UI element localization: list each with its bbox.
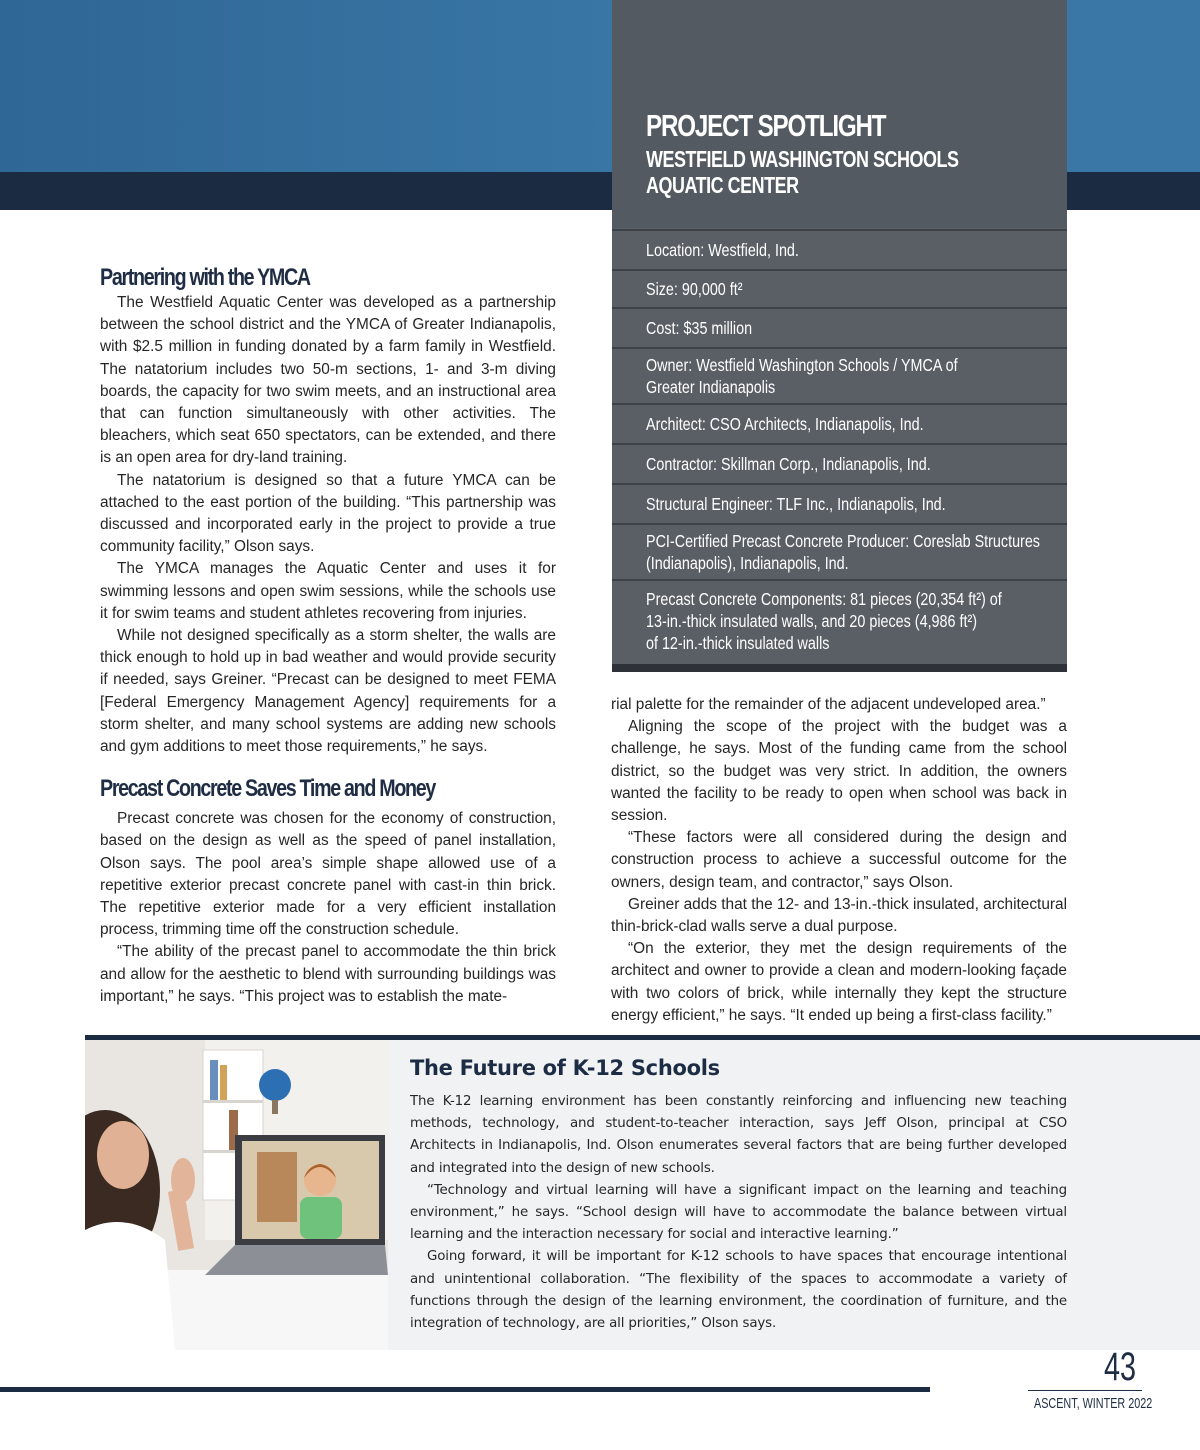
spotlight-fact-row [612,307,1067,347]
spotlight-fact-row [612,443,1067,483]
spotlight-fact-text [646,278,764,300]
sidebar-text [410,1091,1067,1335]
spotlight-fact-text [646,530,1126,574]
spotlight-fact-text [646,493,1011,515]
teacher-video-call-photo [85,1040,388,1350]
spotlight-fact-row [612,579,1067,661]
spotlight-fact-row [612,523,1067,579]
page-number: 43 [1104,1345,1137,1389]
spotlight-fact-row [612,347,1067,403]
spotlight-fact-line: Precast Concrete Components: 81 pieces (20,354 ft²) of [646,589,1002,609]
paragraph: “On the exterior, they met the design requirements of the architect and owner to provide a clean and modern-looking façade with two colors of brick, while internally they kept the structure energy efficient,” he says. “It ended up being a first-class facility.” [611,940,1067,1024]
spotlight-fact-text [646,239,832,261]
spotlight-fact-line: (Indianapolis), Indianapolis, Ind. [646,553,849,573]
section-heading: Partnering with the YMCA [100,264,310,291]
spotlight-fact-line: Owner: Westfield Washington Schools / YMCA of [646,355,958,375]
spotlight-fact-row [612,403,1067,443]
spotlight-fact-text [646,588,1080,654]
spotlight-facts-list [612,229,1067,661]
spotlight-fact-line: PCI-Certified Precast Concrete Producer: Coreslab Structures [646,531,1040,551]
paragraph: “The ability of the precast panel to accommodate the thin brick and allow for the aesthetic to blend with surrounding buildings was important,” he says. “This project was to establish the mate- [100,943,556,1005]
publication-info: ASCENT, WINTER 2022 [1034,1395,1153,1412]
article-column-right [611,694,1067,1027]
spotlight-fact-line: Greater Indianapolis [646,377,776,397]
spotlight-header [612,0,1067,228]
paragraph: The Westfield Aquatic Center was developed as a partnership between the school district and the YMCA of Greater Indianapolis, with $2.5 million in funding donated by a farm family in Westfield. The natatorium includes two 50-m sections, 1- and 3-m diving boards, the capacity for two swim meets, and an instructional area that can function simultaneously with other activities. The bleachers, which seat 650 spectators, can be extended, and there is an open area for dry-land training. [100,294,556,467]
spotlight-subtitle-line: AQUATIC CENTER [646,172,799,198]
sidebar-title: The Future of K-12 Schools [410,1056,720,1080]
project-spotlight-panel [612,0,1067,672]
paragraph: Aligning the scope of the project with the budget was a challenge, he says. Most of the funding came from the school district, so the budget was very strict. In addition, the owners wanted the facility to be ready to open when school was back in session. [611,718,1067,825]
spotlight-fact-text [646,317,775,339]
paragraph: The YMCA manages the Aquatic Center and uses it for swimming lessons and open swim sessions, while the schools use it for swim teams and student athletes recovering from injuries. [100,560,556,622]
spotlight-subtitle-line: WESTFIELD WASHINGTON SCHOOLS [646,146,959,172]
sidebar-paragraph: The K-12 learning environment has been constantly reinforcing and influencing new teaching methods, technology, and student-to-teacher interaction, says Jeff Olson, principal at CSO Architects in Indianapolis, Ind. Olson enumerates several factors that are being further developed and integrated into the design of new schools. [410,1094,1067,1176]
spotlight-fact-text [646,413,985,435]
spotlight-fact-row [612,229,1067,269]
spotlight-fact-line: Structural Engineer: TLF Inc., Indianapolis, Ind. [646,494,946,514]
spotlight-fact-text [646,354,1026,398]
spotlight-fact-line: Cost: $35 million [646,318,753,338]
paragraph: The natatorium is designed so that a future YMCA can be attached to the east portion of the building. “This partnership was discussed and incorporated early in the project to provide a true community facility,” Olson says. [100,471,556,556]
sidebar-paragraph: Going forward, it will be important for K-12 schools to have spaces that encourage intentional and unintentional collaboration. “The flexibility of the spaces to accommodate a variety of functions through the design of the learning environment, the coordination of furniture, and the integration of technology, are all priorities,” Olson says. [410,1249,1067,1332]
paragraph: While not designed specifically as a storm shelter, the walls are thick enough to hold up in bad weather and would provide security if needed, says Greiner. “Precast can be designed to meet FEMA [Federal Emergency Management Agency] requirements for a storm shelter, and many school systems are adding new schools and gym additions to meet those requirements,” he says. [100,627,556,756]
spotlight-bottom-bar [612,664,1067,672]
spotlight-fact-line: 13-in.-thick insulated walls, and 20 pieces (4,986 ft²) [646,611,978,631]
spotlight-fact-line: Contractor: Skillman Corp., Indianapolis, Ind. [646,454,931,474]
paragraph: “These factors were all considered during the design and construction process to achieve a successful outcome for the owners, design team, and contractor,” says Olson. [611,829,1067,891]
spotlight-fact-row [612,269,1067,307]
footer-divider [1028,1390,1142,1391]
spotlight-fact-text [646,453,993,475]
section-heading: Precast Concrete Saves Time and Money [100,775,436,803]
paragraph: Precast concrete was chosen for the economy of construction, based on the design as well as the speed of panel installation, Olson says. The pool area’s simple shape allowed use of a repetitive exterior precast concrete panel with cast-in thin brick. The repetitive exterior made for a very efficient installation process, trimming time off the construction schedule. [100,810,556,939]
paragraph-continued: rial palette for the remainder of the adjacent undeveloped area.” [611,696,1046,713]
paragraph: Greiner adds that the 12- and 13-in.-thick insulated, architectural thin-brick-clad walls serve a dual purpose. [611,895,1067,936]
article-column-left [100,264,556,1008]
footer-rule [0,1387,930,1392]
sidebar-paragraph: “Technology and virtual learning will have a significant impact on the learning and teaching environment,” he says. “School design will have to accommodate the balance between virtual learning and the interaction necessary for social and interactive learning.” [410,1182,1067,1243]
spotlight-fact-line: of 12-in.-thick insulated walls [646,633,830,653]
spotlight-fact-line: Size: 90,000 ft² [646,279,743,299]
spotlight-title: PROJECT SPOTLIGHT [646,108,886,143]
spotlight-fact-line: Location: Westfield, Ind. [646,240,799,260]
spotlight-fact-row [612,483,1067,523]
spotlight-fact-line: Architect: CSO Architects, Indianapolis, Ind. [646,414,924,434]
spotlight-subtitle [646,146,958,198]
